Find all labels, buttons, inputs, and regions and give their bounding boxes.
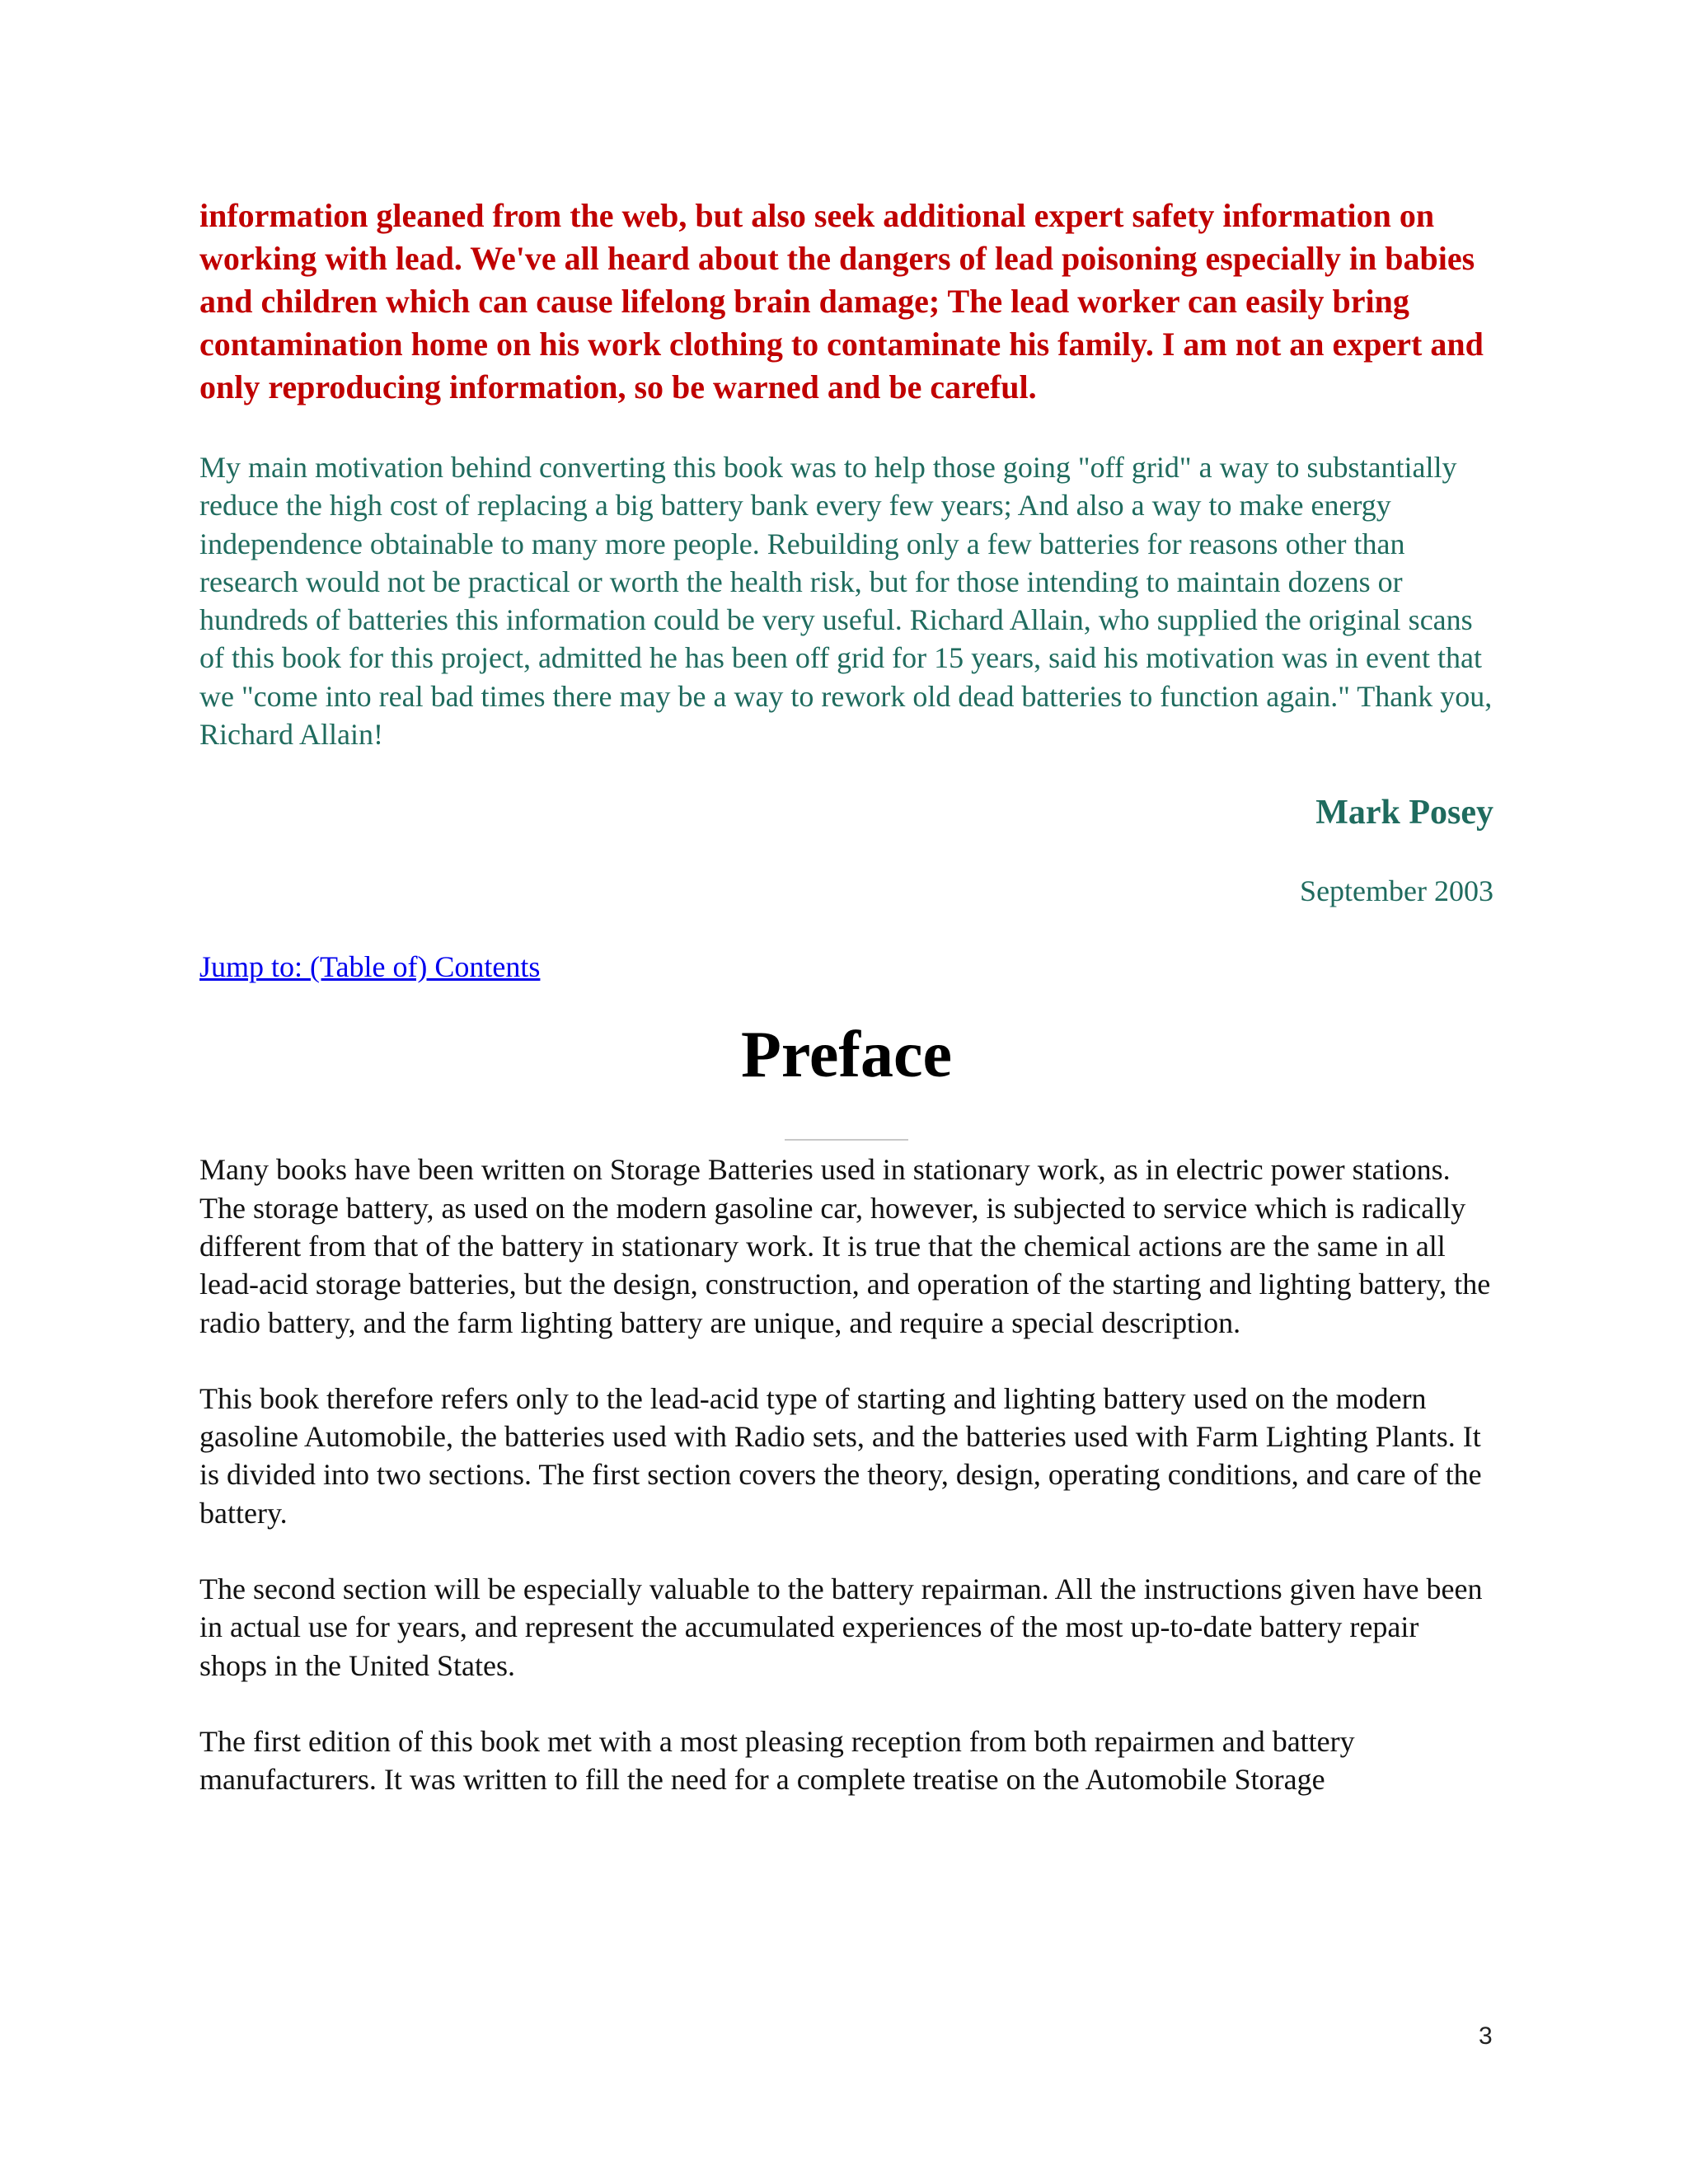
preface-heading: Preface [740, 1019, 953, 1092]
signature-date: September 2003 [1300, 874, 1493, 908]
page-number: 3 [1479, 2022, 1493, 2050]
jump-to-contents-link[interactable]: Jump to: (Table of) Contents [199, 950, 541, 984]
section-divider [785, 1139, 908, 1141]
preface-paragraph-3: The second section will be especially valuable to the battery repairman. All the instructions given have been in actual use for years, and represent the accumulated experiences of the most up-to-date battery repair shops in the United States. [199, 1572, 1483, 1682]
author-signature: Mark Posey [1315, 794, 1493, 832]
lead-safety-warning: information gleaned from the web, but also seek additional expert safety information on working with lead. We've all heard about the dangers of lead poisoning especially in babies and children which can cause lifelong brain damage; The lead worker can easily bring contamination home on his work clothing to contaminate his family. I am not an expert and only reproducing information, so be warned and be careful. [199, 197, 1484, 405]
preface-paragraph-4: The first edition of this book met with a most pleasing reception from both repairmen and battery manufacturers. It was written to fill the need for a complete treatise on the Automobile Storage [199, 1724, 1355, 1797]
page-content [199, 194, 1493, 1799]
motivation-paragraph: My main motivation behind converting this book was to help those going "off grid" a way to substantially reduce the high cost of replacing a big battery bank every few years; And also a way to make energy independence obtainable to many more people. Rebuilding only a few batteries for reasons other than research would not be practical or worth the health risk, but for those intending to maintain dozens or hundreds of batteries this information could be very useful. Richard Allain, who supplied the original scans of this book for this project, admitted he has been off grid for 15 years, said his motivation was in event that we "come into real bad times there may be a way to rework old dead batteries to function again." Thank you, Richard Allain! [199, 451, 1493, 752]
preface-paragraph-1: Many books have been written on Storage Batteries used in stationary work, as in electric power stations. The storage battery, as used on the modern gasoline car, however, is subjected to service which is radically different from that of the battery in stationary work. It is true that the chemical actions are the same in all lead-acid storage batteries, but the design, construction, and operation of the starting and lighting battery, the radio battery, and the farm lighting battery are unique, and require a special description. [199, 1153, 1491, 1339]
preface-paragraph-2: This book therefore refers only to the lead-acid type of starting and lighting battery used on the modern gasoline Automobile, the batteries used with Radio sets, and the batteries used with Farm Lighting Plants. It is divided into two sections. The first section covers the theory, design, operating conditions, and care of the battery. [199, 1381, 1482, 1530]
